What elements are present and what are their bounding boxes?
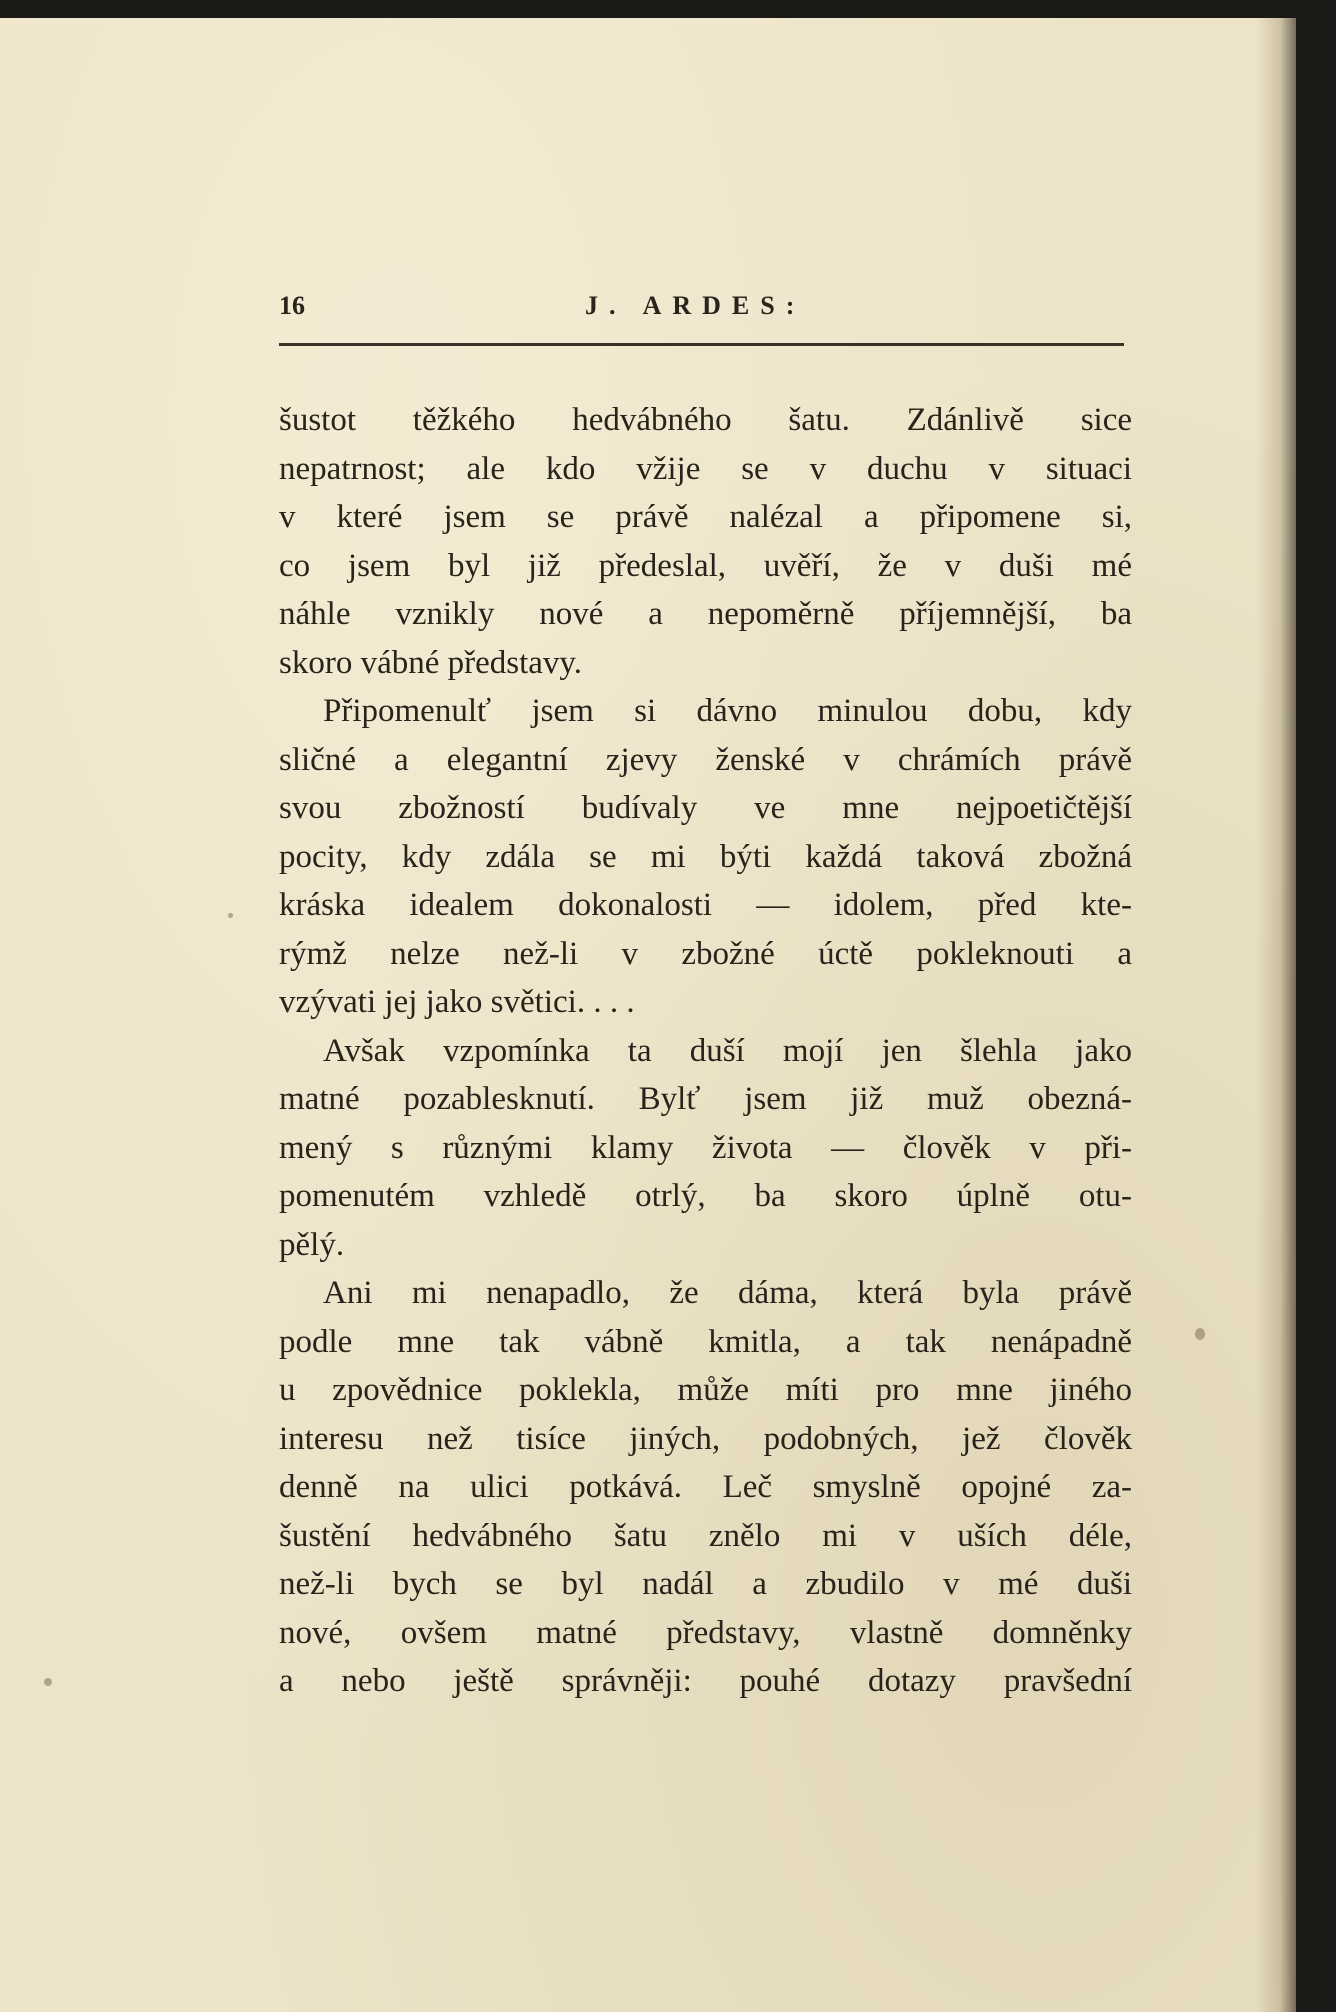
running-head: J. ARDES: (585, 291, 806, 320)
text-line: podle mne tak vábně kmitla, a tak nenápadně (279, 1323, 1132, 1360)
text-line: Ani mi nenapadlo, že dáma, která byla právě (323, 1275, 1132, 1311)
text-line: vzývati jej jako světici. . . . (279, 984, 635, 1020)
text-line: pocity, kdy zdála se mi býti každá taková zbožná (279, 838, 1132, 875)
text-line: Avšak vzpomínka ta duší mojí jen šlehla jako (323, 1032, 1132, 1069)
text-line: nové, ovšem matné představy, vlastně domněnky (279, 1614, 1132, 1651)
text-line: a nebo ještě správněji: pouhé dotazy pravšední (279, 1663, 1132, 1699)
paper-speck (1195, 1328, 1205, 1340)
text-line: pomenutém vzhledě otrlý, ba skoro úplně otu- (279, 1178, 1132, 1214)
text-line: kráska idealem dokonalosti — idolem, před kte- (279, 887, 1132, 923)
text-line: co jsem byl již předeslal, uvěří, že v duši mé (279, 547, 1132, 584)
paper-speck (228, 913, 233, 918)
text-line: šustot těžkého hedvábného šatu. Zdánlivě sice (279, 402, 1132, 438)
text-line: sličné a elegantní zjevy ženské v chrámích právě (279, 741, 1132, 778)
text-line: v které jsem se právě nalézal a připomene si, (279, 499, 1132, 535)
text-line: náhle vznikly nové a nepoměrně příjemnější, ba (279, 596, 1132, 632)
page-number: 16 (279, 291, 305, 320)
text-line: u zpovědnice poklekla, může míti pro mne jiného (279, 1372, 1132, 1408)
text-line: matné pozablesknutí. Bylť jsem již muž obezná- (279, 1081, 1132, 1117)
page-header (279, 291, 1124, 351)
text-line: svou zbožností budívaly ve mne nejpoetičtější (279, 790, 1132, 826)
paper-speck (44, 1678, 52, 1686)
text-line: pělý. (279, 1226, 345, 1263)
text-line: nepatrnost; ale kdo vžije se v duchu v situaci (279, 450, 1132, 487)
text-line: rýmž nelze než-li v zbožné úctě pokleknouti a (279, 935, 1132, 972)
body-text (279, 396, 1132, 1706)
text-line: šustění hedvábného šatu znělo mi v uších déle, (279, 1517, 1132, 1554)
text-line: denně na ulici potkává. Leč smyslně opojné za- (279, 1469, 1132, 1505)
text-line: než-li bych se byl nadál a zbudilo v mé duši (279, 1566, 1132, 1602)
text-line: mený s různými klamy života — člověk v při- (279, 1129, 1132, 1166)
text-line: interesu než tisíce jiných, podobných, jež člověk (279, 1420, 1132, 1457)
text-line: Připomenulť jsem si dávno minulou dobu, kdy (323, 693, 1132, 729)
header-rule (279, 343, 1124, 346)
page-edge-shadow (1256, 18, 1296, 2012)
text-line: skoro vábné představy. (279, 644, 583, 681)
